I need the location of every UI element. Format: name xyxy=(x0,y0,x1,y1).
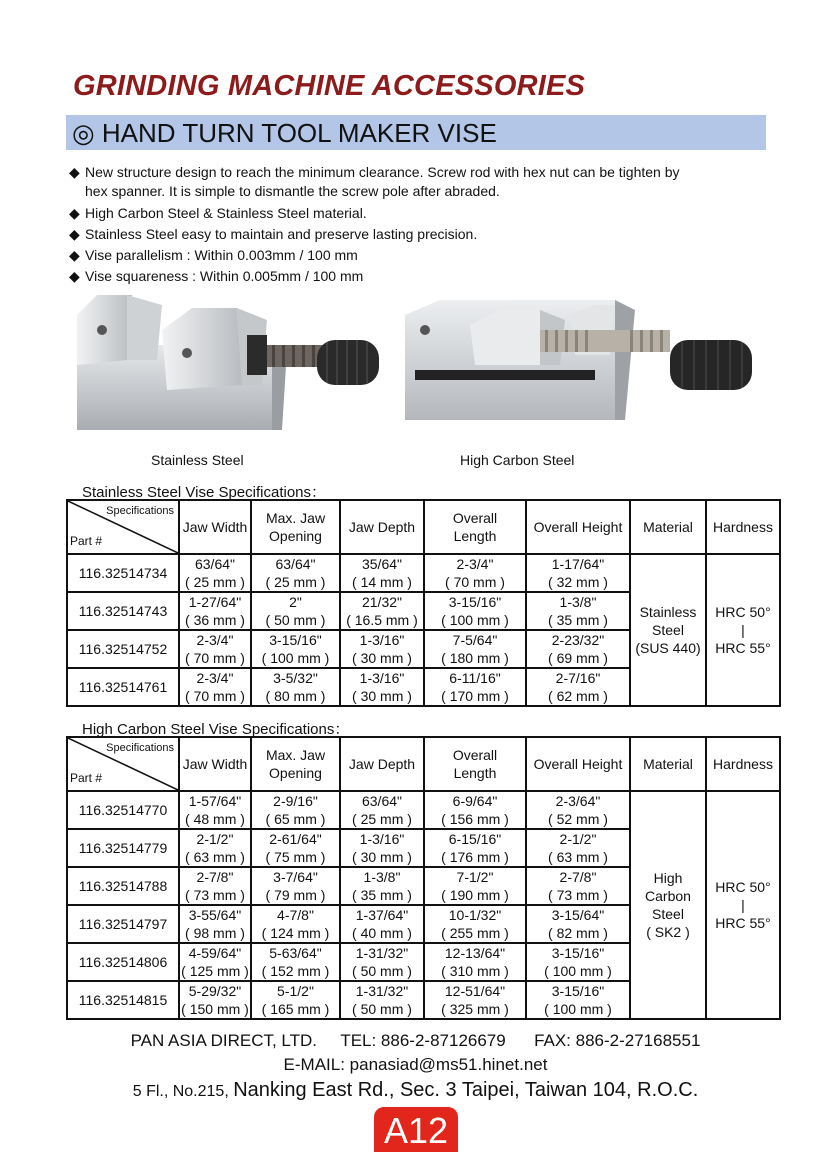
value-cell-jd: 1-37/64" ( 40 mm ) xyxy=(340,905,424,943)
value-cell-jw: 4-59/64" ( 125 mm ) xyxy=(179,943,251,981)
value-cell-jw: 2-3/4" ( 70 mm ) xyxy=(179,668,251,706)
feature-item: ◆ Vise squareness : Within 0.005mm / 100 mm xyxy=(69,268,364,284)
header-material: Material xyxy=(630,737,706,791)
header-part-number: Part # xyxy=(70,534,103,548)
value-cell-jw: 1-27/64" ( 36 mm ) xyxy=(179,592,251,630)
value-cell-jw: 2-1/2" ( 63 mm ) xyxy=(179,829,251,867)
footer-email: E-MAIL: panasiad@ms51.hinet.net xyxy=(283,1055,548,1074)
stainless-table-caption: Stainless Steel Vise Specifications： xyxy=(82,484,327,501)
address-line-end: Nanking East Rd., Sec. 3 Taipei, Taiwan 104, R.O.C. xyxy=(233,1079,699,1101)
feature-item: ◆ New structure design to reach the minimum clearance. Screw rod with hex nut can be tighten by xyxy=(69,164,680,180)
value-cell-jd: 1-3/16" ( 30 mm ) xyxy=(340,630,424,668)
value-cell-jw: 2-7/8" ( 73 mm ) xyxy=(179,867,251,905)
material-cell: High Carbon Steel ( SK2 ) xyxy=(630,791,706,1019)
value-cell-mo: 5-1/2" ( 165 mm ) xyxy=(251,981,340,1019)
page-title: GRINDING MACHINE ACCESSORIES xyxy=(73,70,586,102)
header-jaw-width: Jaw Width xyxy=(179,500,251,554)
stainless-spec-table xyxy=(66,499,781,707)
value-cell-mo: 5-63/64" ( 152 mm ) xyxy=(251,943,340,981)
value-cell-oh: 3-15/64" ( 82 mm ) xyxy=(526,905,630,943)
header-jaw-depth: Jaw Depth xyxy=(340,737,424,791)
value-cell-ol: 7-1/2" ( 190 mm ) xyxy=(424,867,526,905)
feature-item-continued: hex spanner. It is simple to dismantle the screw pole after abraded. xyxy=(85,183,500,199)
material-cell: Stainless Steel (SUS 440) xyxy=(630,554,706,706)
value-cell-oh: 2-23/32" ( 69 mm ) xyxy=(526,630,630,668)
header-material: Material xyxy=(630,500,706,554)
value-cell-ol: 12-13/64" ( 310 mm ) xyxy=(424,943,526,981)
part-number-cell: 116.32514779 xyxy=(67,829,179,867)
bullet-icon: ◆ xyxy=(69,268,80,284)
telephone: TEL: 886-2-87126679 xyxy=(340,1031,506,1050)
header-overall-height: Overall Height xyxy=(526,500,630,554)
high-carbon-steel-vise-image xyxy=(400,295,760,445)
bullet-icon: ◆ xyxy=(69,226,80,242)
header-max-jaw-opening: Max. Jaw Opening xyxy=(251,737,340,791)
value-cell-ol: 2-3/4" ( 70 mm ) xyxy=(424,554,526,592)
carbon-spec-table xyxy=(66,736,781,1020)
bullet-icon: ◆ xyxy=(69,247,80,263)
value-cell-oh: 3-15/16" ( 100 mm ) xyxy=(526,981,630,1019)
value-cell-jd: 1-3/8" ( 35 mm ) xyxy=(340,867,424,905)
header-hardness: Hardness xyxy=(706,500,780,554)
hardness-cell: HRC 50° | HRC 55° xyxy=(706,791,780,1019)
header-jaw-depth: Jaw Depth xyxy=(340,500,424,554)
value-cell-mo: 2-9/16" ( 65 mm ) xyxy=(251,791,340,829)
header-max-jaw-opening: Max. Jaw Opening xyxy=(251,500,340,554)
value-cell-jw: 1-57/64" ( 48 mm ) xyxy=(179,791,251,829)
carbon-table-caption: High Carbon Steel Vise Specifications： xyxy=(82,721,350,738)
feature-item: ◆ Vise parallelism : Within 0.003mm / 100 mm xyxy=(69,247,358,263)
value-cell-mo: 3-5/32" ( 80 mm ) xyxy=(251,668,340,706)
value-cell-mo: 2-61/64" ( 75 mm ) xyxy=(251,829,340,867)
value-cell-ol: 6-11/16" ( 170 mm ) xyxy=(424,668,526,706)
value-cell-mo: 3-15/16" ( 100 mm ) xyxy=(251,630,340,668)
table-header-row xyxy=(67,500,780,554)
header-hardness: Hardness xyxy=(706,737,780,791)
stainless-steel-vise-image xyxy=(72,290,392,440)
part-number-cell: 116.32514743 xyxy=(67,592,179,630)
hardness-cell: HRC 50° | HRC 55° xyxy=(706,554,780,706)
value-cell-jd: 1-31/32" ( 50 mm ) xyxy=(340,943,424,981)
header-specifications: Specifications xyxy=(106,505,174,517)
part-number-cell: 116.32514770 xyxy=(67,791,179,829)
value-cell-ol: 12-51/64" ( 325 mm ) xyxy=(424,981,526,1019)
value-cell-oh: 2-7/16" ( 62 mm ) xyxy=(526,668,630,706)
header-jaw-width: Jaw Width xyxy=(179,737,251,791)
value-cell-jd: 63/64" ( 25 mm ) xyxy=(340,791,424,829)
value-cell-ol: 3-15/16" ( 100 mm ) xyxy=(424,592,526,630)
table-row xyxy=(67,554,780,592)
footer-contact xyxy=(0,1031,831,1051)
value-cell-jw: 3-55/64" ( 98 mm ) xyxy=(179,905,251,943)
value-cell-oh: 2-1/2" ( 63 mm ) xyxy=(526,829,630,867)
part-number-cell: 116.32514761 xyxy=(67,668,179,706)
part-number-cell: 116.32514788 xyxy=(67,867,179,905)
value-cell-ol: 10-1/32" ( 255 mm ) xyxy=(424,905,526,943)
header-part-spec xyxy=(67,500,179,554)
value-cell-mo: 3-7/64" ( 79 mm ) xyxy=(251,867,340,905)
bullet-icon: ◆ xyxy=(69,164,80,180)
footer-address xyxy=(0,1079,831,1102)
header-overall-height: Overall Height xyxy=(526,737,630,791)
part-number-cell: 116.32514797 xyxy=(67,905,179,943)
fax: FAX: 886-2-27168551 xyxy=(534,1031,701,1050)
value-cell-oh: 1-17/64" ( 32 mm ) xyxy=(526,554,630,592)
section-title: ◎ HAND TURN TOOL MAKER VISE xyxy=(72,118,497,148)
value-cell-jw: 63/64" ( 25 mm ) xyxy=(179,554,251,592)
company-name: PAN ASIA DIRECT, LTD. xyxy=(130,1031,317,1050)
page-number-badge: A12 xyxy=(374,1107,458,1152)
value-cell-oh: 2-3/64" ( 52 mm ) xyxy=(526,791,630,829)
value-cell-oh: 1-3/8" ( 35 mm ) xyxy=(526,592,630,630)
high-carbon-steel-caption: High Carbon Steel xyxy=(460,452,575,468)
value-cell-ol: 7-5/64" ( 180 mm ) xyxy=(424,630,526,668)
value-cell-oh: 2-7/8" ( 73 mm ) xyxy=(526,867,630,905)
feature-item: ◆ High Carbon Steel & Stainless Steel material. xyxy=(69,205,367,221)
feature-item: ◆ Stainless Steel easy to maintain and preserve lasting precision. xyxy=(69,226,478,242)
value-cell-jd: 35/64" ( 14 mm ) xyxy=(340,554,424,592)
value-cell-jd: 21/32" ( 16.5 mm ) xyxy=(340,592,424,630)
address-line-start: 5 Fl., No.215, xyxy=(132,1083,229,1100)
stainless-steel-caption: Stainless Steel xyxy=(151,452,244,468)
part-number-cell: 116.32514734 xyxy=(67,554,179,592)
part-number-cell: 116.32514815 xyxy=(67,981,179,1019)
value-cell-mo: 4-7/8" ( 124 mm ) xyxy=(251,905,340,943)
header-specifications: Specifications xyxy=(106,742,174,754)
header-part-spec xyxy=(67,737,179,791)
value-cell-jw: 2-3/4" ( 70 mm ) xyxy=(179,630,251,668)
value-cell-jd: 1-3/16" ( 30 mm ) xyxy=(340,668,424,706)
value-cell-jw: 5-29/32" ( 150 mm ) xyxy=(179,981,251,1019)
value-cell-oh: 3-15/16" ( 100 mm ) xyxy=(526,943,630,981)
value-cell-mo: 63/64" ( 25 mm ) xyxy=(251,554,340,592)
part-number-cell: 116.32514752 xyxy=(67,630,179,668)
value-cell-jd: 1-3/16" ( 30 mm ) xyxy=(340,829,424,867)
part-number-cell: 116.32514806 xyxy=(67,943,179,981)
value-cell-ol: 6-9/64" ( 156 mm ) xyxy=(424,791,526,829)
table-row xyxy=(67,791,780,829)
table-header-row xyxy=(67,737,780,791)
value-cell-jd: 1-31/32" ( 50 mm ) xyxy=(340,981,424,1019)
header-overall-length: Overall Length xyxy=(424,500,526,554)
value-cell-ol: 6-15/16" ( 176 mm ) xyxy=(424,829,526,867)
value-cell-mo: 2" ( 50 mm ) xyxy=(251,592,340,630)
bullet-icon: ◆ xyxy=(69,205,80,221)
header-overall-length: Overall Length xyxy=(424,737,526,791)
header-part-number: Part # xyxy=(70,771,103,785)
